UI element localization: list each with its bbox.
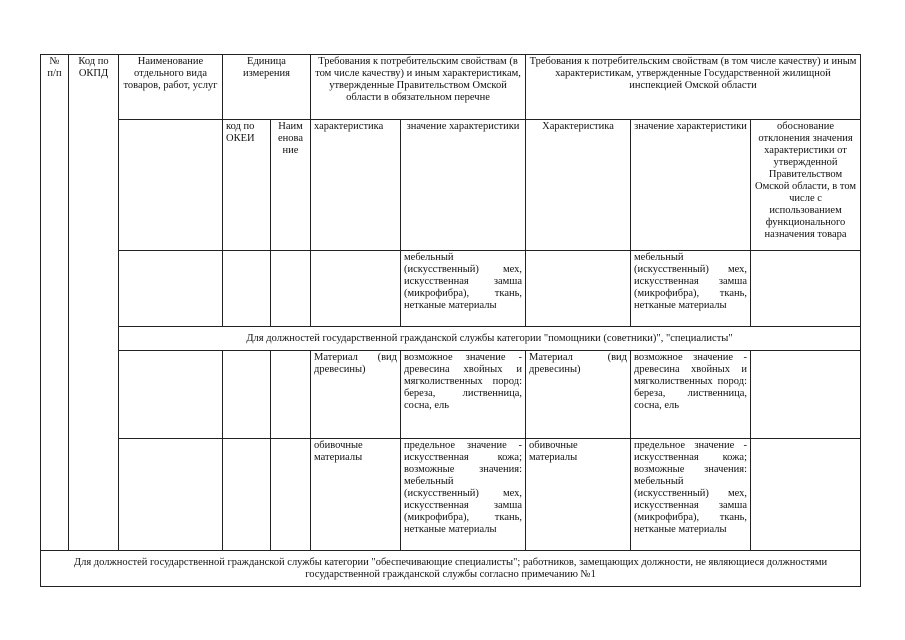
header-char-gov: характеристика xyxy=(311,120,401,251)
cell-okei xyxy=(223,251,271,327)
cell-char-insp: обивочные материалы xyxy=(526,439,631,551)
header-justification: обоснование отклонения значения характеристики от утвержденной Правительством Омской области, в том числе с использованием функционального назначения товара xyxy=(751,120,861,251)
cell-justification xyxy=(751,351,861,439)
header-value-gov: значение характеристики xyxy=(401,120,526,251)
section-row xyxy=(41,551,861,587)
cell-justification xyxy=(751,251,861,327)
header-name-cont xyxy=(119,120,223,251)
requirements-table xyxy=(40,54,861,587)
header-unit: Единица измерения xyxy=(223,55,311,120)
header-name: Наименование отдельного вида товаров, работ, услуг xyxy=(119,55,223,120)
cell-value-gov: предельное значение - искусственная кожа; возможные значения: мебельный (искусственный) мех, искусственная замша (микрофибра), ткань, нетканые материалы xyxy=(401,439,526,551)
cell-value-insp: возможное значение - древесина хвойных и мягколиственных пород: береза, лиственница, сосна, ель xyxy=(631,351,751,439)
cell-value-gov: мебельный (искусственный) мех, искусственная замша (микрофибра), ткань, нетканые материалы xyxy=(401,251,526,327)
document-page xyxy=(40,54,860,587)
table-row xyxy=(41,439,861,551)
table-header-row xyxy=(41,55,861,120)
cell-char-insp: Материал (вид древесины) xyxy=(526,351,631,439)
table-row xyxy=(41,351,861,439)
cell-char-gov: Материал (вид древесины) xyxy=(311,351,401,439)
cell-value-gov: возможное значение - древесина хвойных и мягколиственных пород: береза, лиственница, сосна, ель xyxy=(401,351,526,439)
cell-okei xyxy=(223,351,271,439)
cell-value-insp: предельное значение - искусственная кожа; возможные значения: мебельный (искусственный) мех, искусственная замша (микрофибра), ткань, нетканые материалы xyxy=(631,439,751,551)
cell-value-insp: мебельный (искусственный) мех, искусственная замша (микрофибра), ткань, нетканые материалы xyxy=(631,251,751,327)
header-okei: код по ОКЕИ xyxy=(223,120,271,251)
cell-unit-name xyxy=(271,439,311,551)
cell-char-insp xyxy=(526,251,631,327)
section-title-support: Для должностей государственной гражданской службы категории "обеспечивающие специалисты"; работников, замещающих должности, не являющиеся должностями государственной гражданской службы согласно примечанию №1 xyxy=(41,551,861,587)
cell-unit-name xyxy=(271,351,311,439)
header-value-insp: значение характеристики xyxy=(631,120,751,251)
cell-name xyxy=(119,251,223,327)
table-row xyxy=(41,251,861,327)
cell-char-gov: обивочные материалы xyxy=(311,439,401,551)
section-title-specialists: Для должностей государственной гражданской службы категории "помощники (советники)", "специалисты" xyxy=(119,327,861,351)
header-okpd: Код по ОКПД xyxy=(69,55,119,551)
header-req-insp: Требования к потребительским свойствам (в том числе качеству) и иным характеристикам, утвержденные Государственной жилищной инспекцией Омской области xyxy=(526,55,861,120)
cell-char-gov xyxy=(311,251,401,327)
header-unit-name: Наим енова ние xyxy=(271,120,311,251)
cell-unit-name xyxy=(271,251,311,327)
cell-name xyxy=(119,439,223,551)
cell-name xyxy=(119,351,223,439)
cell-okei xyxy=(223,439,271,551)
header-char-insp: Характеристика xyxy=(526,120,631,251)
header-num: № п/п xyxy=(41,55,69,551)
table-subheader-row xyxy=(41,120,861,251)
section-row xyxy=(41,327,861,351)
cell-justification xyxy=(751,439,861,551)
header-req-gov: Требования к потребительским свойствам (в том числе качеству) и иным характеристикам, утвержденные Правительством Омской области в обязательном перечне xyxy=(311,55,526,120)
